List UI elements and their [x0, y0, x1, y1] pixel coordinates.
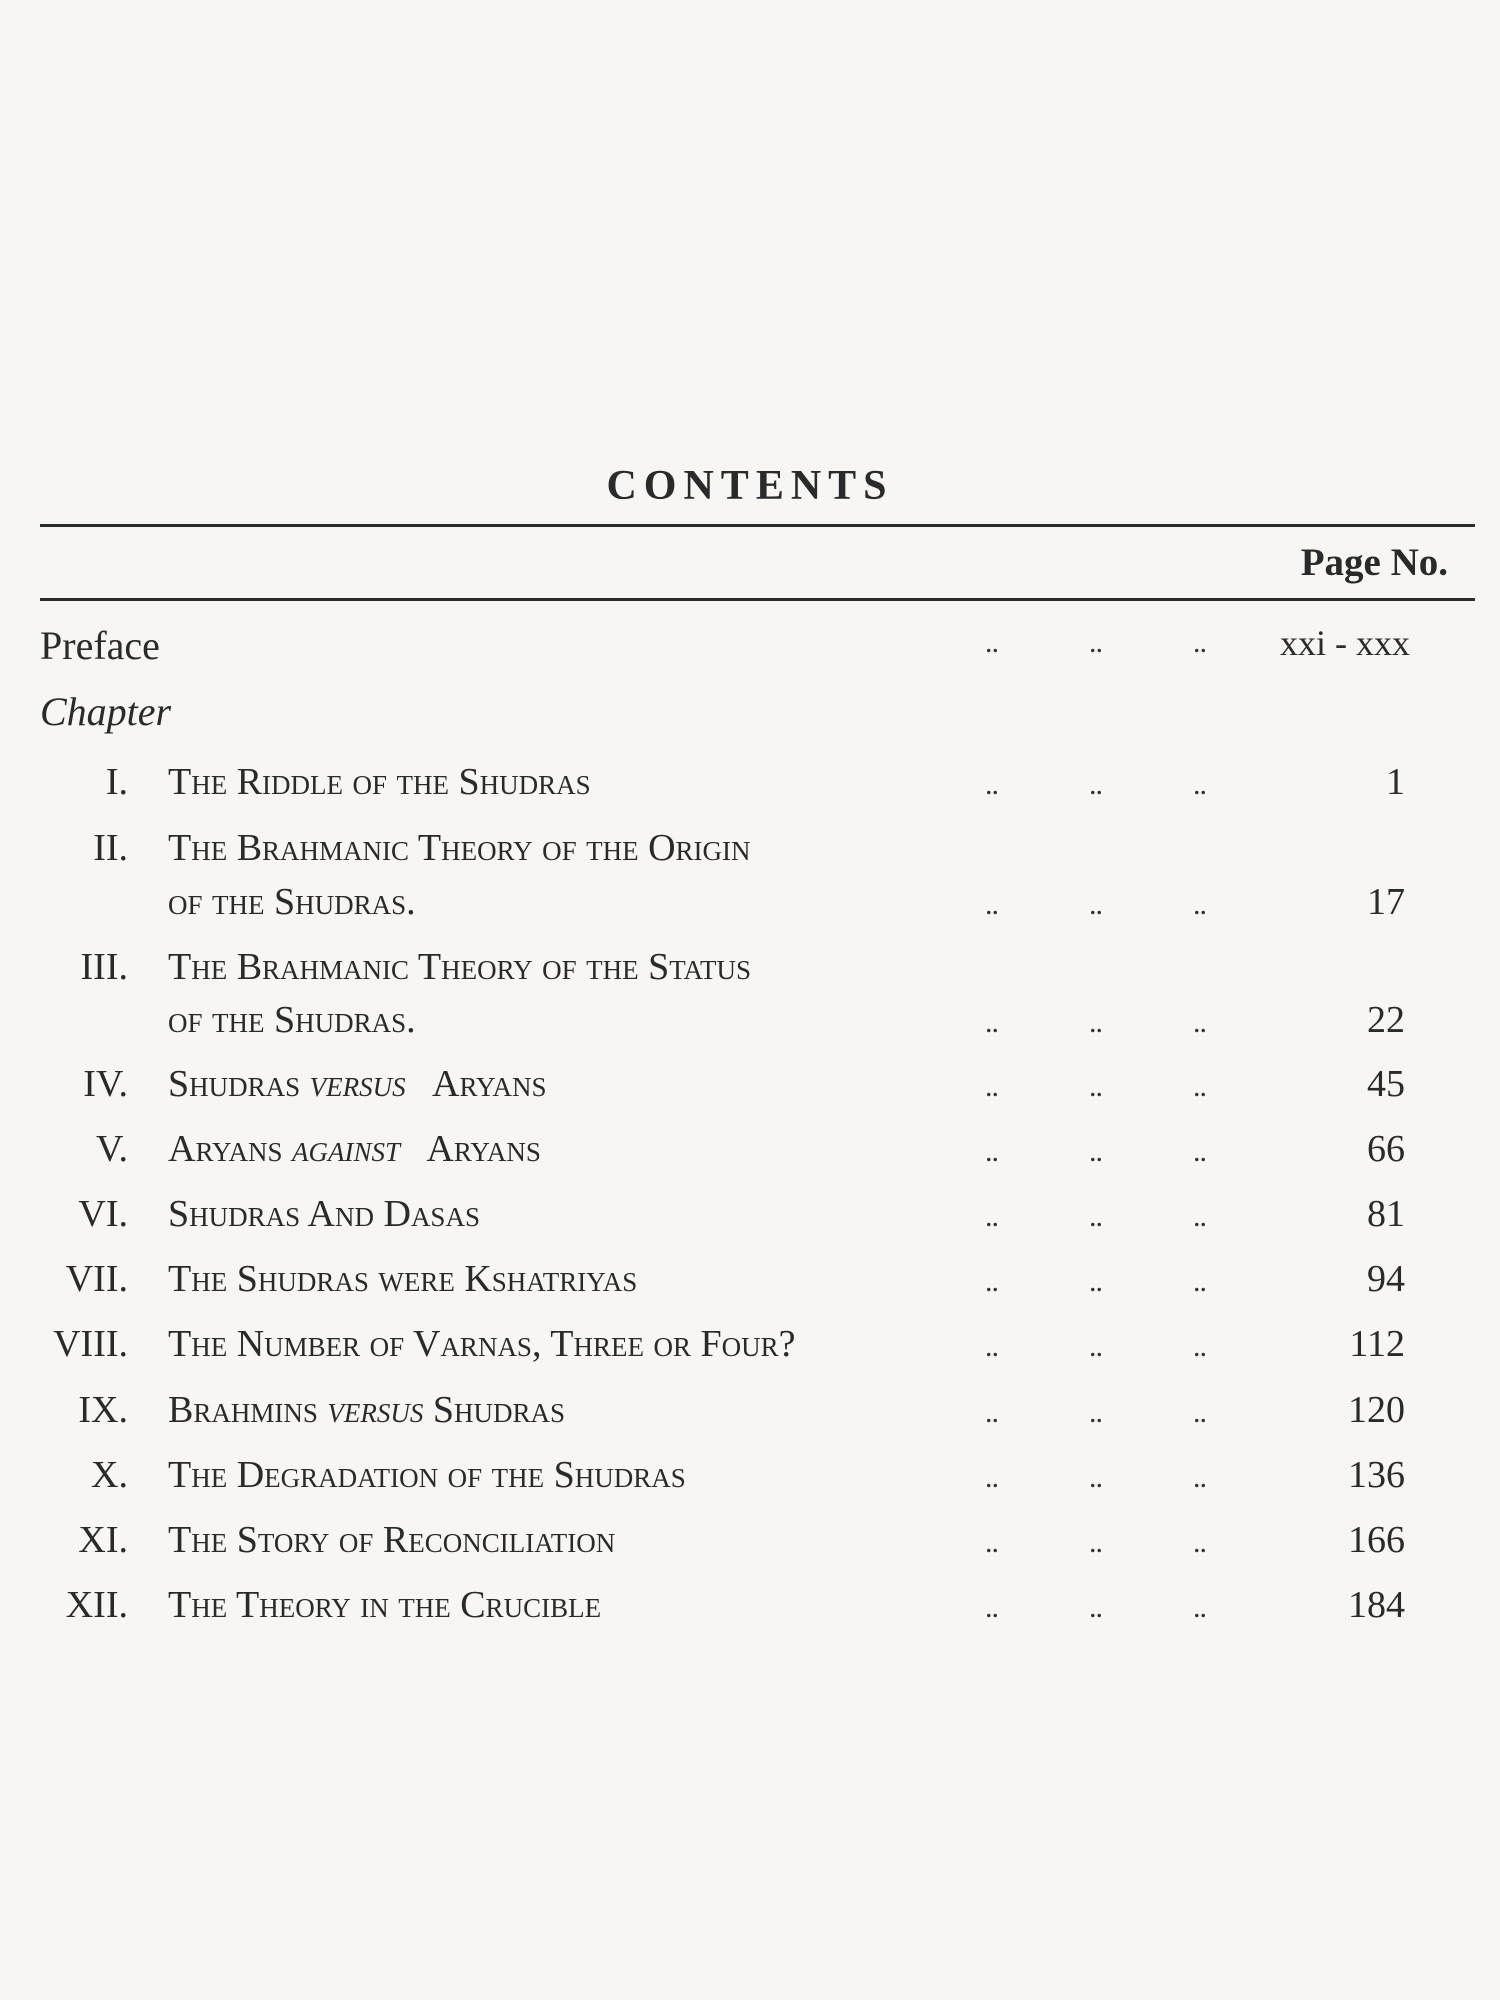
chapter-title: Shudras versus Aryans — [168, 1063, 547, 1105]
preface-page: xxi - xxx — [1280, 623, 1410, 663]
chapter-page: 45 — [1367, 1063, 1405, 1105]
chapter-page: 166 — [1348, 1519, 1405, 1561]
chapter-page: 120 — [1348, 1389, 1405, 1431]
toc-entry: VIII. The Number of Varnas, Three or Four? .. .. .. 112 — [0, 1322, 1500, 1372]
chapter-number: I. — [105, 761, 128, 803]
chapter-title: The Theory in the Crucible — [168, 1584, 602, 1626]
chapter-title: Shudras And Dasas — [168, 1193, 480, 1235]
chapter-title: The Riddle of the Shudras — [168, 761, 591, 803]
toc-entry: IV. Shudras versus Aryans .. .. .. 45 — [0, 1062, 1500, 1112]
chapter-page: 112 — [1349, 1323, 1405, 1365]
top-rule — [40, 524, 1475, 527]
chapter-title-continuation: of the Shudras. — [168, 999, 416, 1041]
toc-entry — [0, 826, 1500, 876]
header-rule — [40, 598, 1475, 601]
chapter-title: Aryans against Aryans — [168, 1128, 541, 1170]
page-title: CONTENTS — [606, 463, 894, 509]
chapter-title: The Shudras were Kshatriyas — [168, 1258, 638, 1300]
chapter-number: III. — [80, 946, 128, 988]
chapter-page: 81 — [1367, 1193, 1405, 1235]
chapter-title: The Degradation of the Shudras — [168, 1454, 686, 1496]
chapter-number: VIII. — [53, 1323, 128, 1365]
chapter-page: 184 — [1348, 1584, 1405, 1626]
chapter-title: The Story of Reconciliation — [168, 1519, 616, 1561]
chapter-heading-row — [0, 688, 1500, 738]
toc-entry-continuation: of the Shudras. .. .. .. 22 — [168, 999, 1405, 1041]
toc-entry: X. The Degradation of the Shudras .. .. .. 136 — [0, 1453, 1500, 1503]
chapter-number: IX. — [78, 1389, 128, 1431]
preface-label: Preface — [40, 623, 160, 668]
chapter-number: VII. — [65, 1258, 128, 1300]
chapter-page: 66 — [1367, 1128, 1405, 1170]
chapter-number: X. — [91, 1454, 128, 1496]
chapter-number: IV. — [83, 1063, 128, 1105]
chapter-title: The Brahmanic Theory of the Origin — [168, 827, 751, 869]
toc-entry: IX. Brahmins versus Shudras .. .. .. 120 — [0, 1388, 1500, 1438]
chapter-page: 17 — [1367, 881, 1405, 923]
toc-entry — [0, 945, 1500, 995]
chapter-page: 22 — [1367, 999, 1405, 1041]
toc-entry: VII. The Shudras were Kshatriyas .. .. .. 94 — [0, 1257, 1500, 1307]
toc-entry: XII. The Theory in the Crucible .. .. .. 184 — [0, 1583, 1500, 1633]
preface-row: Preface .. .. .. xxi - xxx — [40, 623, 1410, 668]
chapter-number: XII. — [65, 1584, 128, 1626]
chapter-page: 136 — [1348, 1454, 1405, 1496]
chapter-title-continuation: of the Shudras. — [168, 881, 416, 923]
toc-entry: XI. The Story of Reconciliation .. .. .. 166 — [0, 1518, 1500, 1568]
page-number-header: Page No. — [1300, 541, 1448, 584]
toc-entry: VI. Shudras And Dasas .. .. .. 81 — [0, 1192, 1500, 1242]
toc-entry: I. The Riddle of the Shudras .. .. .. 1 — [0, 760, 1500, 810]
toc-entry-continuation: of the Shudras. .. .. .. 17 — [168, 881, 1405, 923]
chapter-number: V. — [95, 1128, 128, 1170]
chapter-number: XI. — [78, 1519, 128, 1561]
chapter-label: Chapter — [40, 689, 172, 734]
chapter-number: II. — [93, 827, 128, 869]
chapter-page: 94 — [1367, 1258, 1405, 1300]
chapter-title: The Brahmanic Theory of the Status — [168, 946, 752, 988]
toc-entry: V. Aryans against Aryans .. .. .. 66 — [0, 1127, 1500, 1177]
chapter-page: 1 — [1386, 761, 1405, 803]
chapter-title: The Number of Varnas, Three or Four? — [168, 1323, 796, 1365]
chapter-number: VI. — [78, 1193, 128, 1235]
chapter-title: Brahmins versus Shudras — [168, 1389, 566, 1431]
